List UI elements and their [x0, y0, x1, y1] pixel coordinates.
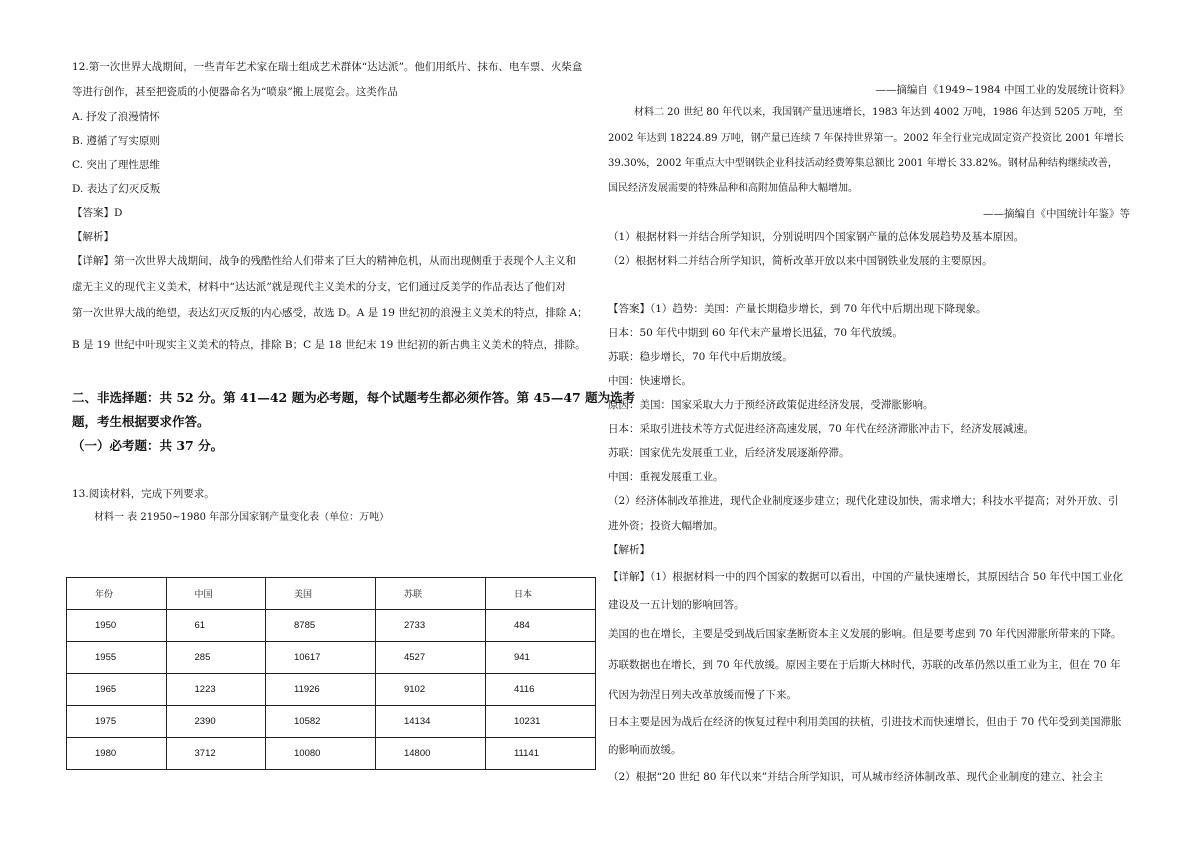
- answer-line: 苏联：稳步增长，70 年代中后期放缓。: [608, 351, 793, 363]
- detail-line: 美国的也在增长，主要是受到战后国家垄断资本主义发展的影响。但是要考虑到 70 年代因滞胀所带来的下降。: [608, 628, 1122, 640]
- material2-line: 39.30%，2002 年重点大中型钢铁企业科技活动经费筹集总额比 2001 年增长 33.82%。钢材品种结构继续改善，: [608, 158, 1118, 169]
- steel-output-table: [66, 577, 596, 770]
- q12-stem-line: 等进行创作，甚至把瓷质的小便器命名为“喷泉”搬上展览会。这类作品: [72, 86, 398, 98]
- source-citation: ——摘编自《1949~1984 中国工业的发展统计资料》: [875, 84, 1130, 96]
- table-cell: 11926: [266, 674, 376, 706]
- section-subheading: （一）必考题：共 37 分。: [72, 438, 224, 453]
- table-header-cell: 日本: [485, 578, 595, 610]
- table-cell: 9102: [375, 674, 485, 706]
- q12-option-d: D. 表达了幻灭反叛: [72, 183, 161, 195]
- q12-stem-line: 12.第一次世界大战期间，一些青年艺术家在瑞士组成艺术群体“达达派”。他们用纸片、抹布、电车票、火柴盒: [72, 61, 583, 73]
- table-row: [67, 642, 596, 674]
- q12-answer: 【答案】D: [72, 207, 123, 219]
- q12-analysis-label: 【解析】: [72, 231, 114, 243]
- detail-line: 代因为勃涅日列夫改革放缓而慢了下来。: [608, 689, 797, 701]
- table-cell: 10617: [266, 642, 376, 674]
- table-cell: 14800: [375, 738, 485, 770]
- table-cell: 285: [166, 642, 266, 674]
- q12-option-b: B. 遵循了写实原则: [72, 135, 160, 147]
- answer-line: 进外资；投资大幅增加。: [608, 520, 724, 532]
- table-cell: 1950: [67, 610, 167, 642]
- table-header-row: [67, 578, 596, 610]
- q12-detail-line: 【详解】第一次世界大战期间，战争的残酷性给人们带来了巨大的精神危机，从而出现侧重于表现个人主义和: [72, 255, 576, 267]
- table-cell: 10582: [266, 706, 376, 738]
- table-header-cell: 苏联: [375, 578, 485, 610]
- table-cell: 10231: [485, 706, 595, 738]
- q13-stem: 13.阅读材料，完成下列要求。: [72, 488, 215, 500]
- table-cell: 1223: [166, 674, 266, 706]
- table-cell: 61: [166, 610, 266, 642]
- material2-line: 国民经济发展需要的特殊品种和高附加值品种大幅增加。: [608, 183, 858, 194]
- source-citation: ——摘编自《中国统计年鉴》等: [983, 208, 1130, 220]
- table-cell: 14134: [375, 706, 485, 738]
- detail-line: 【详解】（1）根据材料一中的四个国家的数据可以看出，中国的产量快速增长，其原因结合 50 年代中国工业化: [608, 571, 1123, 583]
- material2-line: 2002 年达到 18224.89 万吨，钢产量已连续 7 年保持世界第一。2002 年全行业完成固定资产投资比 2001 年增长: [608, 133, 1124, 144]
- table-cell: 2390: [166, 706, 266, 738]
- answer-line: 日本：50 年代中期到 60 年代末产量增长迅猛，70 年代放缓。: [608, 327, 903, 339]
- answer-line: 中国：快速增长。: [608, 375, 692, 387]
- table-cell: 3712: [166, 738, 266, 770]
- table-row: [67, 674, 596, 706]
- table-cell: 10080: [266, 738, 376, 770]
- table-cell: 4527: [375, 642, 485, 674]
- q12-option-c: C. 突出了理性思维: [72, 159, 160, 171]
- answer-line: 日本：采取引进技术等方式促进经济高速发展，70 年代在经济滞胀冲击下，经济发展减速。: [608, 423, 1035, 435]
- table-row: [67, 738, 596, 770]
- answer-line: 中国：重视发展重工业。: [608, 471, 724, 483]
- table-cell: 1980: [67, 738, 167, 770]
- q12-detail-line: 第一次世界大战的绝望，表达幻灭反叛的内心感受，故选 D。A 是 19 世纪初的浪漫主义美术的特点，排除 A；: [72, 307, 588, 319]
- detail-line: 日本主要是因为战后在经济的恢复过程中利用美国的扶植，引进技术而快速增长，但由于 70 代年受到美国滞胀: [608, 716, 1122, 728]
- section-heading: 题，考生根据要求作答。: [72, 414, 210, 429]
- table-cell: 4116: [485, 674, 595, 706]
- detail-line: 建设及一五计划的影响回答。: [608, 599, 745, 611]
- q12-detail-line: B 是 19 世纪中叶现实主义美术的特点，排除 B；C 是 18 世纪末 19 世纪初的新古典主义美术的特点，排除。: [72, 339, 586, 351]
- detail-line: 苏联数据也在增长，到 70 年代放缓。原因主要在于后斯大林时代，苏联的改革仍然以重工业为主，但在 70 年: [608, 659, 1121, 671]
- material2-line: 材料二 20 世纪 80 年代以来，我国钢产量迅速增长，1983 年达到 4002 万吨，1986 年达到 5205 万吨，至: [634, 107, 1124, 118]
- table-cell: 1975: [67, 706, 167, 738]
- answer-line: 【答案】（1）趋势：美国：产量长期稳步增长，到 70 年代中后期出现下降现象。: [608, 303, 987, 315]
- table-cell: 8785: [266, 610, 376, 642]
- answer-line: 苏联：国家优先发展重工业，后经济发展逐渐停滞。: [608, 447, 850, 459]
- table-cell: 941: [485, 642, 595, 674]
- table-row: [67, 610, 596, 642]
- requirement-1: （1）根据材料一并结合所学知识，分别说明四个国家钢产量的总体发展趋势及基本原因。: [608, 231, 1025, 243]
- detail-line: （2）根据“20 世纪 80 年代以来”并结合所学知识，可从城市经济体制改革、现代企业制度的建立、社会主: [608, 771, 1104, 783]
- table-header-cell: 中国: [166, 578, 266, 610]
- analysis-label: 【解析】: [608, 544, 650, 556]
- detail-line: 的影响而放缓。: [608, 744, 682, 756]
- requirement-2: （2）根据材料二并结合所学知识，简析改革开放以来中国钢铁业发展的主要原因。: [608, 255, 993, 267]
- table-cell: 484: [485, 610, 595, 642]
- table-cell: 1965: [67, 674, 167, 706]
- table-cell: 11141: [485, 738, 595, 770]
- answer-line: 原因：美国：国家采取大力于预经济政策促进经济发展，受滞胀影响。: [608, 399, 934, 411]
- q12-detail-line: 虚无主义的现代主义美术，材料中“达达派”就是现代主义美术的分支，它们通过反美学的作品表达了他们对: [72, 281, 566, 293]
- table-cell: 1955: [67, 642, 167, 674]
- table-header-cell: 年份: [67, 578, 167, 610]
- table-row: [67, 706, 596, 738]
- table-header-cell: 美国: [266, 578, 376, 610]
- table-cell: 2733: [375, 610, 485, 642]
- q12-option-a: A. 抒发了浪漫情怀: [72, 111, 160, 123]
- answer-line: （2）经济体制改革推进，现代企业制度逐步建立；现代化建设加快，需求增大；科技水平提高；对外开放、引: [608, 495, 1119, 507]
- section-heading: 二、非选择题：共 52 分。第 41—42 题为必考题，每个试题考生都必须作答。第 45—47 题为选考: [72, 390, 636, 405]
- q13-material1-title: 材料一 表 21950~1980 年部分国家钢产量变化表（单位：万吨）: [94, 512, 390, 523]
